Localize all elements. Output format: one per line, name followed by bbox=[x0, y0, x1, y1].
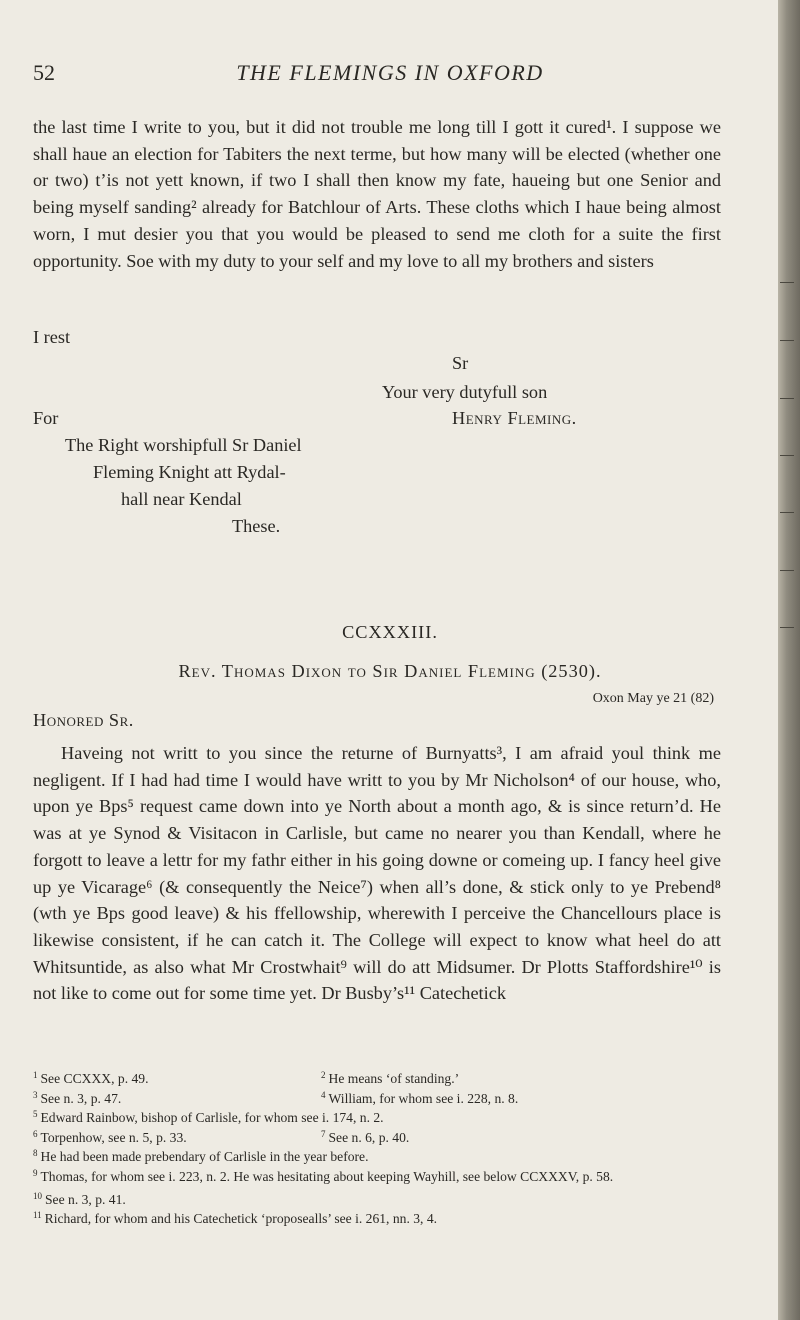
footnote-6: $^6$ Torpenhow, see n. 5, p. 33. bbox=[33, 1128, 187, 1145]
page-number: 52 bbox=[33, 60, 55, 85]
footnote-row bbox=[33, 1066, 723, 1086]
salutation-sir: Sr bbox=[452, 353, 469, 373]
footnote-row bbox=[33, 1125, 723, 1145]
previous-letter-text: the last time I write to you, but it did not trouble me long till I gott it cured¹. I suppose we shall haue an election for Tabiters the next terme, but how many will be elected (whether one or two) t’is not yett known, if two I shall then know my fate, haueing but one Senior and being myself sanding² already for Batchlour of Arts. These cloths which I haue being almost worn, I mut desier you that you would be pleased to send me cloth for a suite the first opportunity. Soe with my duty to your self and my love to all my brothers and sisters bbox=[33, 117, 721, 271]
address-line-1: The Right worshipfull Sr Daniel bbox=[65, 435, 302, 455]
footnote-row bbox=[33, 1086, 723, 1106]
address-line-2: Fleming Knight att Rydal- bbox=[93, 462, 286, 482]
running-head: THE FLEMINGS IN OXFORD bbox=[236, 60, 544, 85]
footnote-7: $^7$ See n. 6, p. 40. bbox=[321, 1128, 410, 1145]
footnote-8: $^8$ He had been made prebendary of Carlisle in the year before. bbox=[33, 1148, 369, 1165]
salutation: Honored Sr. bbox=[33, 710, 134, 730]
place-and-date: Oxon May ye 21 (82) bbox=[592, 691, 714, 706]
page-edge bbox=[778, 0, 800, 1320]
signature: Henry Fleming. bbox=[452, 408, 577, 428]
address-line-4: These. bbox=[232, 516, 281, 536]
address-for: For bbox=[33, 408, 59, 428]
footnote-1: $^1$ See CCXXX, p. 49. bbox=[33, 1070, 149, 1086]
footnote-5: $^5$ Edward Rainbow, bishop of Carlisle, for whom see i. 174, n. 2. bbox=[33, 1109, 384, 1126]
footnotes bbox=[33, 1066, 723, 1226]
i-rest-line: I rest bbox=[33, 327, 71, 347]
address-line-3: hall near Kendal bbox=[121, 489, 242, 509]
footnote-9: $^9$ Thomas, for whom see i. 223, n. 2. He was hesitating about keeping Wayhill, see below CCXXXV, p. 58. bbox=[33, 1167, 614, 1184]
footnote-11: $^{11}$ Richard, for whom and his Catechetick ‘proposealls’ see i. 261, nn. 3, 4. bbox=[33, 1210, 438, 1227]
footnote-10: $^{10}$ See n. 3, p. 41. bbox=[33, 1190, 126, 1207]
footnote-3: $^3$ See n. 3, p. 47. bbox=[33, 1089, 122, 1106]
letter-heading: Rev. Thomas Dixon to Sir Daniel Fleming (2530). bbox=[178, 661, 602, 681]
letter-number: CCXXXIII. bbox=[342, 622, 438, 642]
footnote-2: $^2$ He means ‘of standing.’ bbox=[321, 1070, 460, 1086]
footnote-4: $^4$ William, for whom see i. 228, n. 8. bbox=[321, 1089, 519, 1106]
closing-line: Your very dutyfull son bbox=[382, 382, 548, 402]
letter-body: Haveing not writt to you since the returne of Burnyatts³, I am afraid youl think me negligent. If I had had time I would have writt to you by Mr Nicholson⁴ of our house, who, upon ye Bps⁵ request came down into ye North about a month ago, & is since return’d. He was at ye Synod & Visitacon in Carlisle, but came no nearer you than Kendall, where he forgott to leave a lettr for my fathr either in his going downe or comeing up. I fancy heel give up ye Vicarage⁶ (& consequently the Neice⁷) when all’s done, & stick only to ye Prebend⁸ (wth ye Bps good leave) & his ffellowship, wherewith I perceive the Chancellours place is likewise consistent, if he can catch it. The College will expect to know what heel do att Whitsuntide, as also what Mr Crostwhait⁹ will do att Midsumer. Dr Plotts Staffordshire¹⁰ is not like to come out for some time yet. Dr Busby’s¹¹ Catechetick bbox=[33, 743, 721, 1004]
